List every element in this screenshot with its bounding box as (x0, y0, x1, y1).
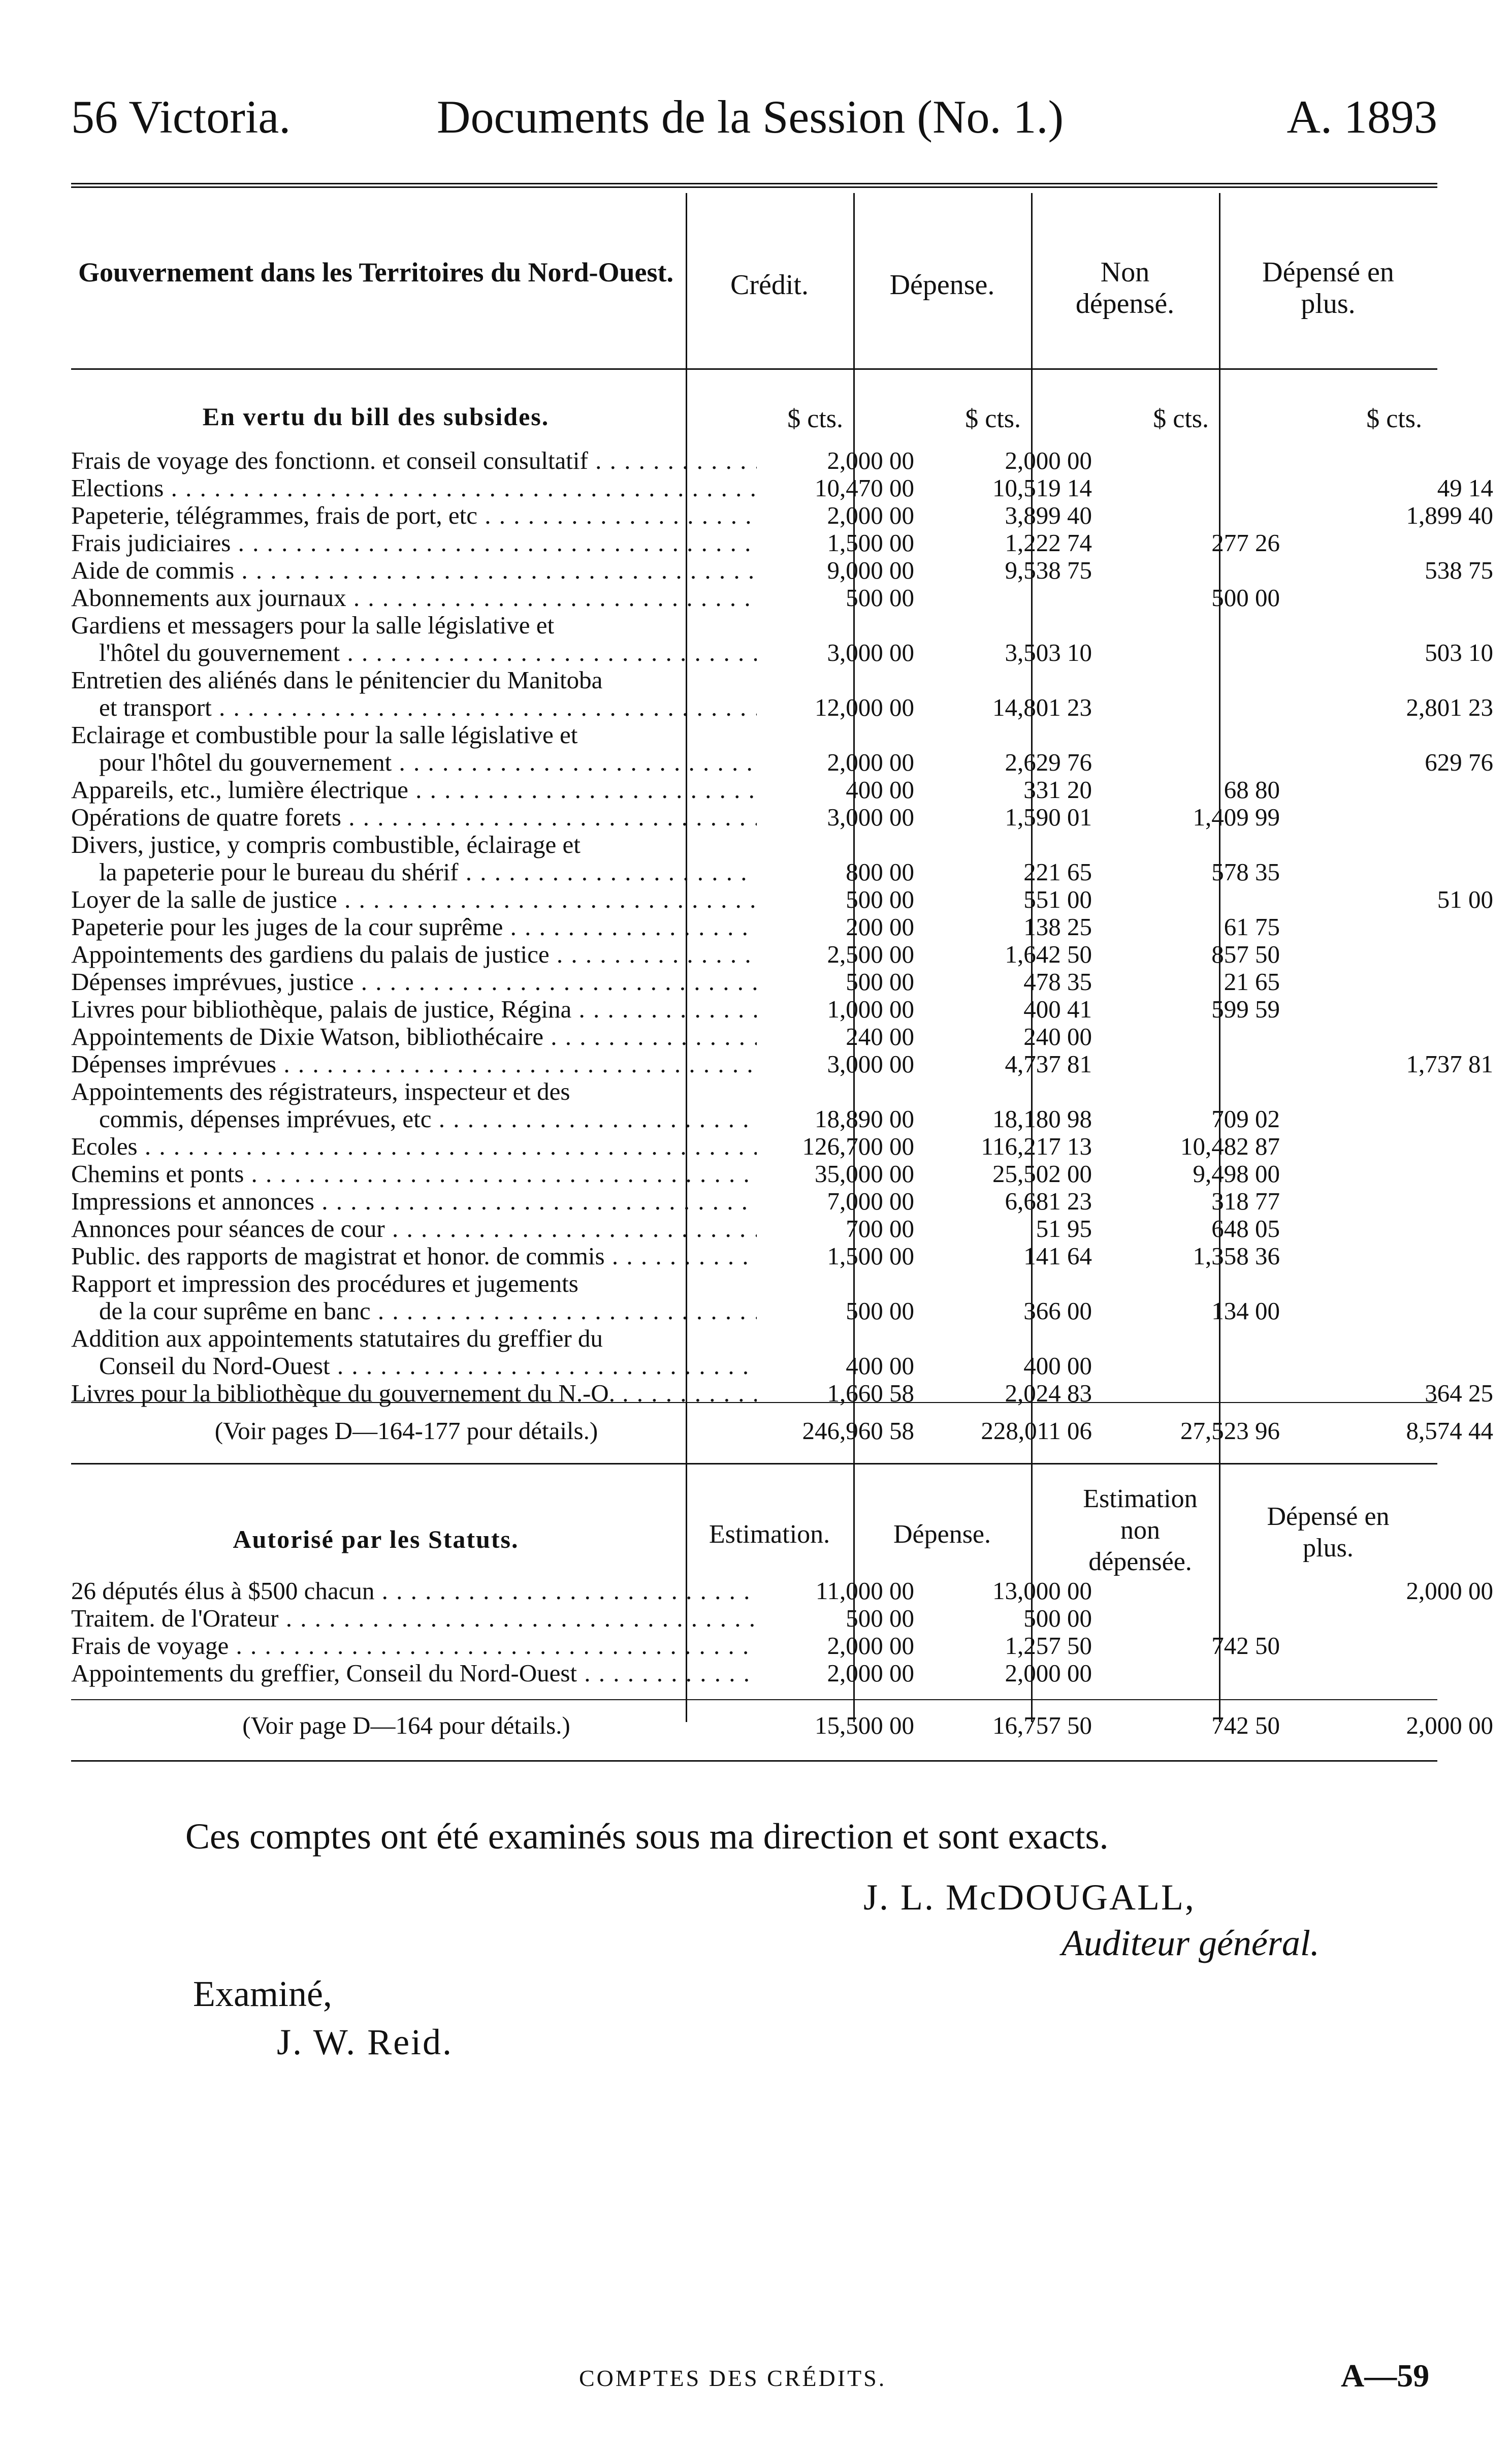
row-label: Eclairage et combustible pour la salle législative et (71, 721, 578, 749)
auditor-name: J. L. McDOUGALL, (863, 1877, 1196, 1918)
row-value: 364 25 (1425, 1379, 1493, 1407)
row-label: Ecoles . . . (71, 1133, 757, 1160)
row-label: Papeterie, télégrammes, frais de port, etc . . . (71, 502, 757, 529)
section-rule (71, 1463, 1437, 1464)
row-value: 500 00 (846, 968, 914, 996)
row-label: Dépenses imprévues, justice . . . (71, 968, 757, 996)
running-head-left: 56 Victoria. (71, 91, 291, 143)
row-value: 3,000 00 (827, 803, 914, 831)
row-value: 2,500 00 (827, 940, 914, 968)
row-value: 221 65 (1023, 858, 1092, 886)
row-label: Frais de voyage des fonctionn. et conseil consultatif . . . (71, 447, 757, 474)
header-rule (71, 368, 1437, 370)
row-value: 3,503 10 (1005, 639, 1092, 666)
row-label: Elections . . . (71, 474, 757, 502)
total-row-label (71, 1417, 742, 1445)
row-value: 2,000 00 (827, 1659, 914, 1687)
table-title: Gouvernement dans les Territoires du Nord-Ouest. (78, 257, 673, 288)
total-label-text-2: (Voir page D—164 pour détails.) (242, 1712, 570, 1739)
row-value: 2,000 00 (827, 1632, 914, 1660)
row-label: Rapport et impression des procédures et jugements (71, 1270, 578, 1297)
row-value: 10,482 87 (1180, 1132, 1280, 1160)
row-value: 366 00 (1023, 1297, 1092, 1325)
row-value: 1,409 99 (1193, 803, 1280, 831)
subtotal-rule (71, 1402, 1437, 1403)
column-header-estimation-non-depensee: Estimation non dépensée. (1083, 1484, 1198, 1576)
row-value: 240 00 (846, 1023, 914, 1050)
row-value: 138 25 (1023, 913, 1092, 941)
row-value: 49 14 (1437, 474, 1493, 502)
row-label: Impressions et annonces . . . (71, 1188, 757, 1215)
column-header-depense-en-plus: Dépensé en plus. (1262, 257, 1394, 320)
row-value: 500 00 (846, 584, 914, 612)
row-value: 3,000 00 (827, 1050, 914, 1078)
row-label: Entretien des aliénés dans le pénitencier du Manitoba (71, 666, 603, 694)
row-value: 134 00 (1211, 1297, 1280, 1325)
total-depense-2: 16,757 50 (992, 1711, 1092, 1739)
auditor-title: Auditeur général. (1061, 1923, 1320, 1963)
row-label: Appointements de Dixie Watson, bibliothécaire . . . (71, 1023, 757, 1050)
row-label: Aide de commis . . . (71, 557, 757, 584)
row-value: 800 00 (846, 858, 914, 886)
column-header-depense: Dépense. (889, 269, 995, 301)
row-value: 2,000 00 (827, 748, 914, 776)
row-value: 1,660 58 (827, 1379, 914, 1407)
row-value: 18,180 98 (992, 1105, 1092, 1133)
row-value: 500 00 (846, 1604, 914, 1632)
total-estimation-non-depensee: 742 50 (1211, 1711, 1280, 1739)
row-label: de la cour suprême en banc . . . (99, 1297, 757, 1325)
row-label: Divers, justice, y compris combustible, éclairage et (71, 831, 581, 858)
bottom-rule (71, 1760, 1437, 1762)
row-value: 116,217 13 (981, 1132, 1092, 1160)
row-value: 1,500 00 (827, 1242, 914, 1270)
total-estimation: 15,500 00 (815, 1711, 914, 1739)
total-label-text: (Voir pages D—164-177 pour détails.) (214, 1417, 598, 1445)
row-label: Papeterie pour les juges de la cour suprême . . . (71, 913, 757, 941)
row-label: Chemins et ponts . . . (71, 1160, 757, 1188)
row-value: 2,000 00 (827, 501, 914, 529)
row-label: Appointements du greffier, Conseil du Nord-Ouest . . . (71, 1660, 757, 1687)
row-value: 9,538 75 (1005, 556, 1092, 584)
row-label: et transport . . . (99, 694, 757, 721)
row-value: 400 41 (1023, 995, 1092, 1023)
row-value: 7,000 00 (827, 1187, 914, 1215)
unit-label: $ cts. (965, 404, 1021, 433)
row-value: 1,899 40 (1406, 501, 1493, 529)
row-label: Loyer de la salle de justice . . . (71, 886, 757, 913)
unit-label: $ cts. (787, 404, 843, 433)
row-value: 400 00 (846, 776, 914, 804)
row-value: 1,642 50 (1005, 940, 1092, 968)
row-value: 700 00 (846, 1215, 914, 1243)
unit-label: $ cts. (1153, 404, 1209, 433)
row-value: 9,000 00 (827, 556, 914, 584)
column-header-depense-2: Dépense. (893, 1520, 991, 1549)
row-value: 14,801 23 (992, 693, 1092, 721)
row-value: 2,024 83 (1005, 1379, 1092, 1407)
row-label: pour l'hôtel du gouvernement . . . (99, 749, 757, 776)
row-label: Appointements des régistrateurs, inspecteur et des (71, 1078, 570, 1105)
column-header-non-depense: Non dépensé. (1075, 257, 1175, 320)
row-value: 51 95 (1036, 1215, 1092, 1243)
row-label: Opérations de quatre forets . . . (71, 804, 757, 831)
row-value: 500 00 (1211, 584, 1280, 612)
row-value: 648 05 (1211, 1215, 1280, 1243)
row-value: 11,000 00 (815, 1577, 914, 1605)
row-value: 2,629 76 (1005, 748, 1092, 776)
running-head (71, 86, 1437, 147)
top-double-rule (71, 183, 1437, 188)
row-value: 10,470 00 (815, 474, 914, 502)
row-value: 277 26 (1211, 529, 1280, 557)
row-value: 331 20 (1023, 776, 1092, 804)
row-label: Livres pour bibliothèque, palais de justice, Régina . . . (71, 996, 757, 1023)
row-value: 68 80 (1224, 776, 1280, 804)
row-label: Conseil du Nord-Ouest . . . (99, 1352, 757, 1380)
row-value: 1,737 81 (1406, 1050, 1493, 1078)
row-label: Appareils, etc., lumière électrique . . . (71, 776, 757, 804)
row-value: 3,000 00 (827, 639, 914, 666)
row-value: 2,801 23 (1406, 693, 1493, 721)
row-value: 1,358 36 (1193, 1242, 1280, 1270)
row-label: Livres pour la bibliothèque du gouvernement du N.-O. . . . (71, 1380, 757, 1407)
row-value: 6,681 23 (1005, 1187, 1092, 1215)
total-depense: 228,011 06 (981, 1417, 1092, 1445)
row-value: 141 64 (1023, 1242, 1092, 1270)
row-value: 500 00 (1023, 1604, 1092, 1632)
row-label: Abonnements aux journaux . . . (71, 584, 757, 612)
row-value: 61 75 (1224, 913, 1280, 941)
subtotal-rule-2 (71, 1699, 1437, 1700)
row-value: 709 02 (1211, 1105, 1280, 1133)
row-label: Traitem. de l'Orateur . . . (71, 1605, 757, 1632)
running-head-center: Documents de la Session (No. 1.) (437, 91, 1064, 143)
page-footer: COMPTES DES CRÉDITS. (579, 2365, 887, 2391)
unit-label: $ cts. (1366, 404, 1422, 433)
row-value: 1,590 01 (1005, 803, 1092, 831)
row-value: 1,000 00 (827, 995, 914, 1023)
row-label: Frais judiciaires . . . (71, 529, 757, 557)
row-value: 538 75 (1425, 556, 1493, 584)
row-label: Annonces pour séances de cour . . . (71, 1215, 757, 1243)
certification-statement: Ces comptes ont été examinés sous ma direction et sont exacts. (185, 1816, 1109, 1857)
total-non-depense: 27,523 96 (1180, 1417, 1280, 1445)
row-value: 1,257 50 (1005, 1632, 1092, 1660)
row-label: la papeterie pour le bureau du shérif . . . (99, 858, 757, 886)
row-value: 318 77 (1211, 1187, 1280, 1215)
row-value: 500 00 (846, 885, 914, 913)
row-value: 25,502 00 (992, 1160, 1092, 1188)
row-label: Dépenses imprévues . . . (71, 1050, 757, 1078)
row-label: commis, dépenses imprévues, etc . . . (99, 1105, 757, 1133)
row-value: 9,498 00 (1193, 1160, 1280, 1188)
row-label: Appointements des gardiens du palais de justice . . . (71, 941, 757, 968)
total-credit: 246,960 58 (802, 1417, 914, 1445)
section-title-subsides: En vertu du bill des subsides. (202, 402, 550, 431)
row-value: 578 35 (1211, 858, 1280, 886)
row-value: 2,000 00 (1005, 1659, 1092, 1687)
row-value: 1,500 00 (827, 529, 914, 557)
row-value: 240 00 (1023, 1023, 1092, 1050)
examiner-name: J. W. Reid. (277, 2022, 454, 2062)
page-folio: A—59 (1341, 2358, 1430, 2394)
total-row-label-2 (71, 1712, 742, 1739)
row-value: 3,899 40 (1005, 501, 1092, 529)
column-header-depense-en-plus-2: Dépensé en plus. (1267, 1502, 1390, 1563)
row-label: Addition aux appointements statutaires du greffier du (71, 1325, 603, 1352)
row-value: 21 65 (1224, 968, 1280, 996)
row-value: 551 00 (1023, 885, 1092, 913)
row-value: 500 00 (846, 1297, 914, 1325)
row-value: 599 59 (1211, 995, 1280, 1023)
row-value: 478 35 (1023, 968, 1092, 996)
row-value: 200 00 (846, 913, 914, 941)
total-depense-en-plus: 8,574 44 (1406, 1417, 1493, 1445)
row-label: 26 députés élus à $500 chacun . . . (71, 1577, 757, 1605)
row-label: Gardiens et messagers pour la salle législative et (71, 612, 555, 639)
row-value: 13,000 00 (992, 1577, 1092, 1605)
row-label: l'hôtel du gouvernement . . . (99, 639, 757, 666)
row-value: 2,000 00 (1406, 1577, 1493, 1605)
row-value: 18,890 00 (815, 1105, 914, 1133)
row-value: 1,222 74 (1005, 529, 1092, 557)
column-header-credit: Crédit. (730, 269, 809, 301)
row-value: 12,000 00 (815, 693, 914, 721)
row-value: 51 00 (1437, 885, 1493, 913)
row-value: 10,519 14 (992, 474, 1092, 502)
row-label: Frais de voyage . . . (71, 1632, 757, 1660)
row-value: 400 00 (846, 1352, 914, 1380)
section-title-statuts: Autorisé par les Statuts. (233, 1525, 519, 1553)
row-value: 2,000 00 (827, 447, 914, 474)
column-header-estimation: Estimation. (709, 1520, 830, 1549)
row-label: Public. des rapports de magistrat et honor. de commis . . . (71, 1243, 757, 1270)
examined-label: Examiné, (193, 1973, 332, 2014)
row-value: 400 00 (1023, 1352, 1092, 1380)
total-depense-en-plus-2: 2,000 00 (1406, 1711, 1493, 1739)
row-value: 629 76 (1425, 748, 1493, 776)
row-value: 4,737 81 (1005, 1050, 1092, 1078)
row-value: 35,000 00 (815, 1160, 914, 1188)
row-value: 857 50 (1211, 940, 1280, 968)
row-value: 742 50 (1211, 1632, 1280, 1660)
row-value: 126,700 00 (802, 1132, 914, 1160)
row-value: 503 10 (1425, 639, 1493, 666)
running-head-right: A. 1893 (1286, 91, 1437, 143)
row-value: 2,000 00 (1005, 447, 1092, 474)
